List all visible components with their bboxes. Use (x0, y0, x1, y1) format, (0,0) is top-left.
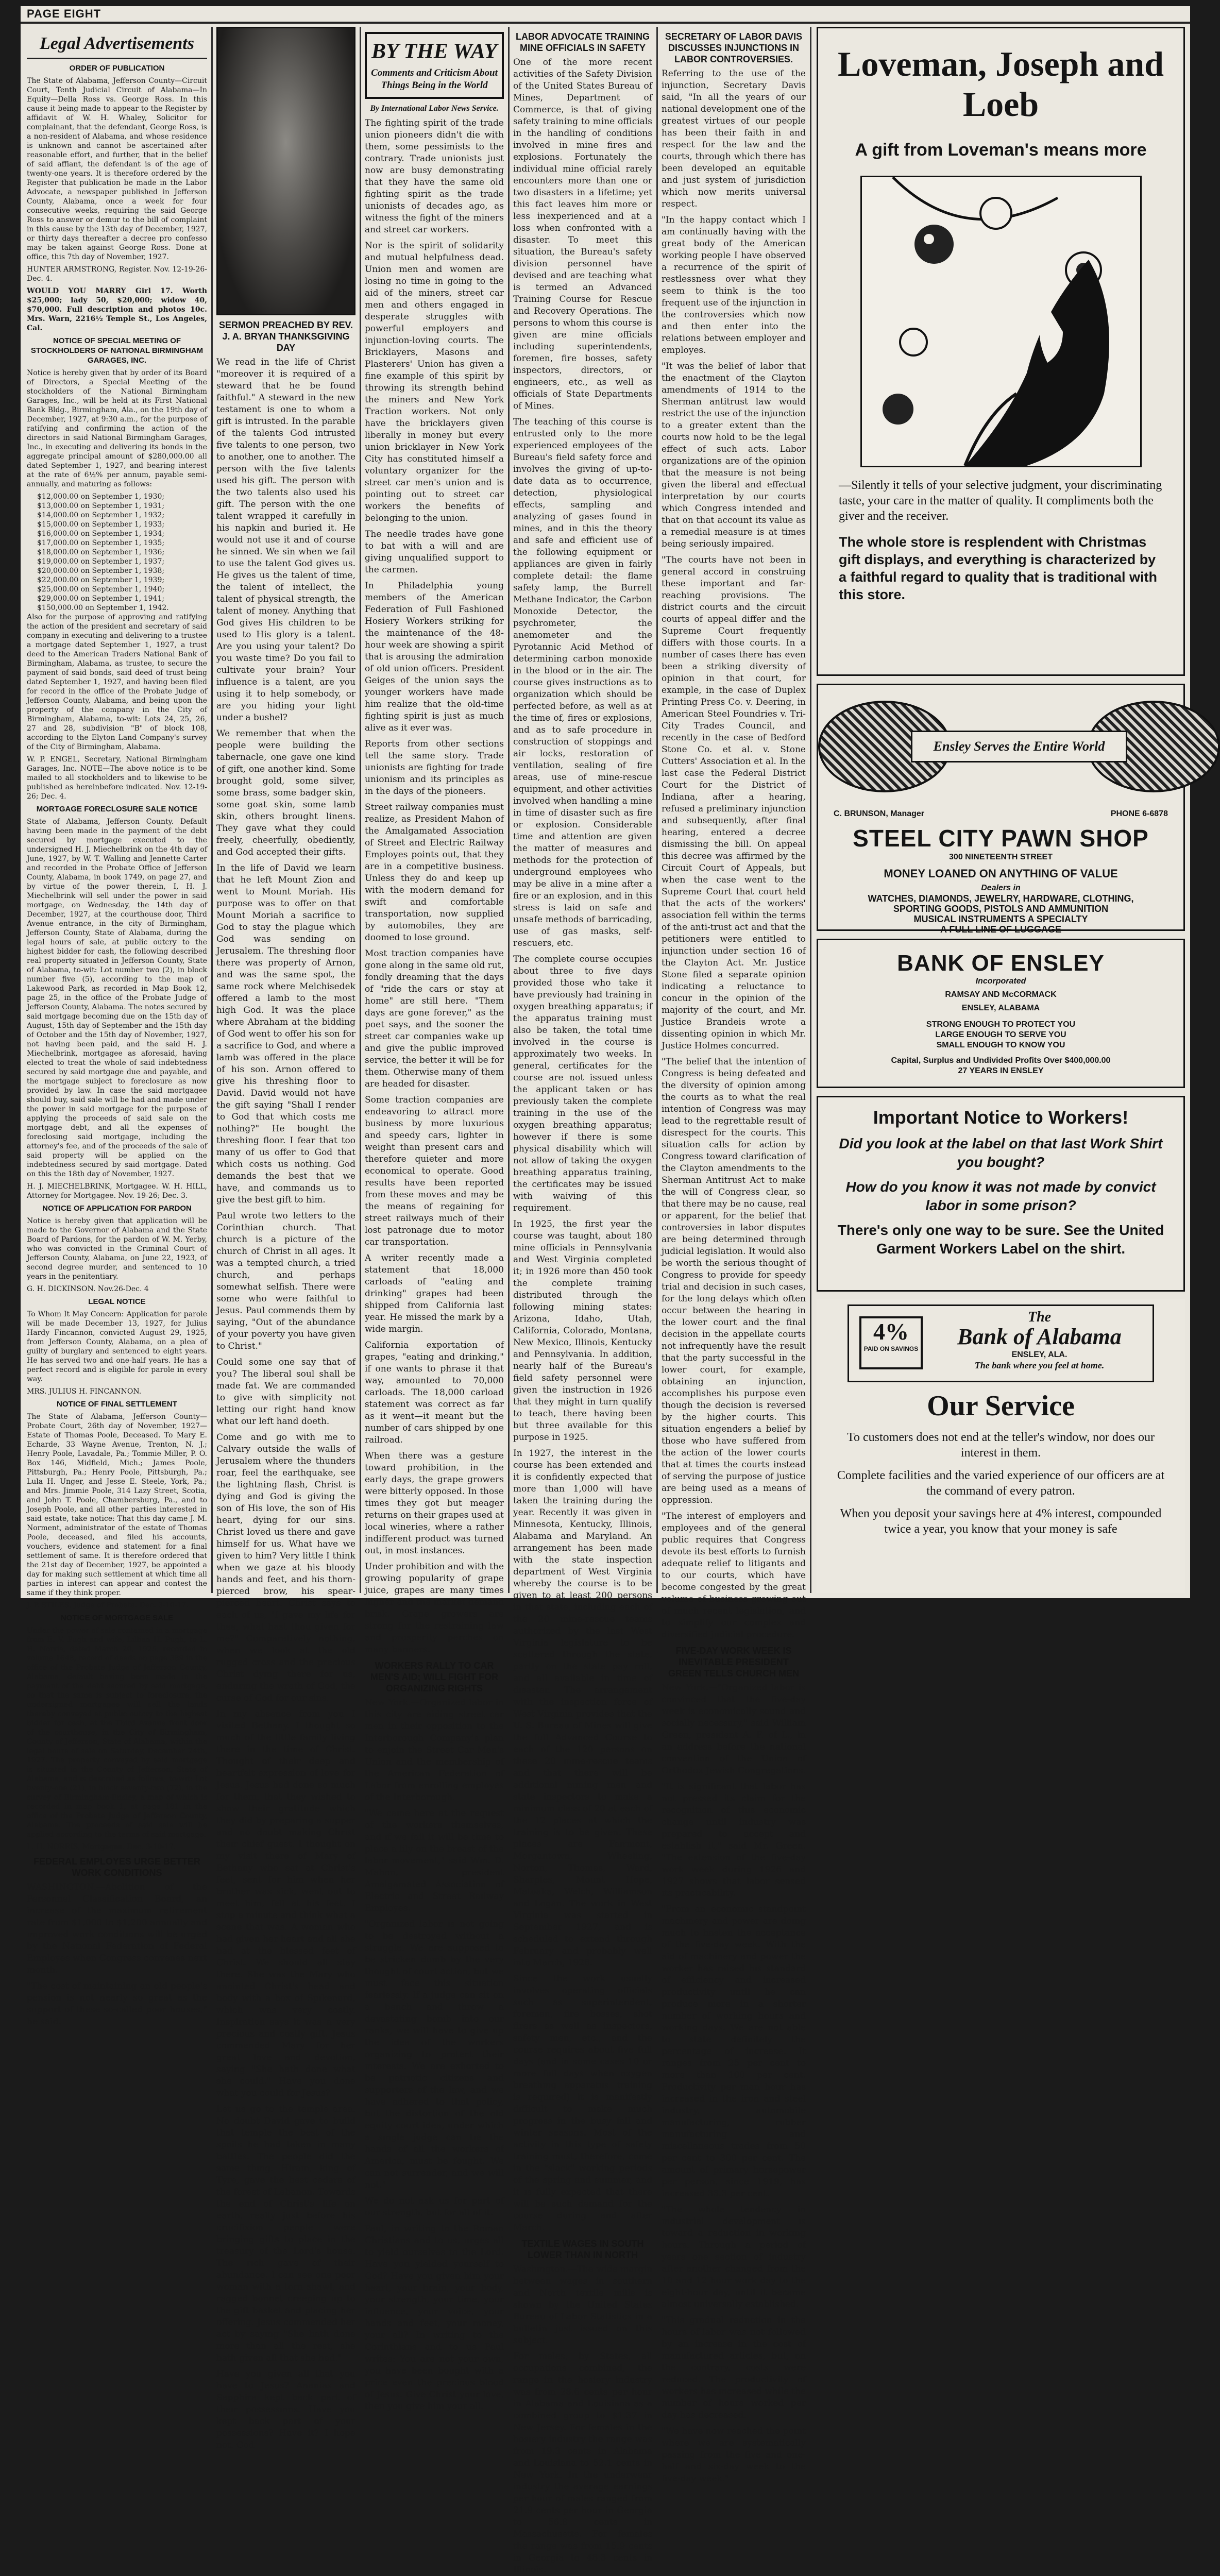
by-the-way-body (365, 117, 504, 1656)
maturity-line: $29,000.00 on September 1, 1941; (37, 595, 165, 603)
ensley-officers: RAMSAY AND McCORMACK (945, 990, 1057, 999)
pawn-manager: C. BRUNSON, Manager (834, 809, 925, 818)
service-para-3: When you deposit your savings here at 4% interest, compounded twice a year, you know that your money is safe (840, 1507, 1162, 1536)
stockholders-signature: W. P. ENGEL, Secretary, National Birmingham Garages, Inc. NOTE—The above notice is to be mailed to all stockholders and to likewise to be published as hereinbefore indicated. Nov. 12-19-26; Dec. 4. (27, 755, 207, 801)
bank-of-ensley-ad (817, 939, 1185, 1088)
column-sermon (216, 27, 355, 2450)
paragraph: The needle trades have gone to bat with a will and are giving unqualified support to the carmen. (365, 529, 504, 575)
paragraph: Let us go to the temple area. No doubt David gave to build that temple the best of the spoils he had taken in many battles. The people did the same thing. Hiram, king of Tyre, gave the best cedars of the forest of Lebanon. Towards the end of Christ's life on earth, really just before his crucifixion people were bringing gifts to place in the treasury of the Lord's house. The rich gave of their abundance. I can see one poor woman with a torn shawl, and ragged bonnet creeping up to the gift basket and placing her offering. Jesus commended her act by saying "She hath done more than all the rest, she hath given all that she had." (216, 2104, 355, 2363)
paragraph: We do not ask us for part of our strength, but for all of it. (365, 2196, 504, 2218)
ensley-years: 27 YEARS IN ENSLEY (958, 1066, 1044, 1075)
stockholders-text: Notice is hereby given that by order of its Board of Directors, a Special Meeting of the stockholders of the National Birmingham Garages, Inc., will be held at its First National Bank Bldg., Birmingham, Ala., on the 19th day of December, 1927, at 9:30 a.m., for the purpose of ratifying and confirming the action of the directors in said National Birmingham Garages, Inc., in executing and delivering its bonds in the aggregate principal amount of $280,000.00 all dated September 1, 1927, and bearing interest at the rate of 6½% per annum, payable semi-annually, and maturing as follows: (27, 369, 207, 488)
column-mine-safety (513, 27, 652, 2575)
interest-rate: 4% (873, 1318, 909, 1345)
pawn-goods-2: SPORTING GOODS, PISTOLS AND AMMUNITION (893, 904, 1109, 914)
paragraph: In 1927, the interest in the course has been extended and it is confidently expected that more than 1,000 will have taken the training during the year. Recently it was given in Minnesota, Kentucky, Illinois, Alabama and Maryland. An arrangement has been made with the state inspection department of West Virginia whereby the course is to be given to at least 200 persons in that state, including each of the 20 mine-rescue teams authorized by the last West Virginia legislature to be scattered through the state, partly on the state pay roll, and all available in time of disaster. The arrangement with the inspection force of West Virginia provides that the U. S. Bureau of Mines will give the full Advanced Course to each of the 120 persons on these 20 mine-rescue teams and that there will be additional mining men and state inspectors to make a minimum class of 20 at each of the 12 places at which the training is to be given. These places are Fairmont, Morgantown, Wheeling, Norton, Thomas, Ward, Sharples, Mount Hope, Matoaka, Welch, Williamson and Logan. The work in West Virginia was started in September 1927, and is scheduled to extend through February and probably well into March, 1928. (513, 1448, 652, 1968)
davis-heading: SECRETARY OF LABOR DAVIS DISCUSSES INJUNCTIONS IN LABOR CONTROVERSIES. (665, 31, 803, 64)
interest-rate-label: PAID ON SAVINGS (863, 1345, 919, 1352)
ensley-capital: Capital, Surplus and Undivided Profits Over $400,000.00 (891, 1056, 1111, 1065)
paragraph: Referring to the use of the injunction, Secretary Davis said, "In all the years of our national development one of the greatest virtues of our people has been their faith in and respect for the law and the courts, through which there has been developed an equitable and just system of jurisdiction which now merits universal respect. (662, 69, 806, 209)
davis-body (662, 68, 806, 1641)
paragraph: "The whole tendency in industrial development is toward a reduction in working hours. Through a period of years one section of industry after another changed from the 10 and 12 hour work day to the eight-hour day, until it became almost universally established. (662, 2205, 806, 2310)
order-text: The State of Alabama, Jefferson County—Circuit Court, Tenth Judicial Circuit of Alabama—In Equity—Della Ross vs. George Ross. In this cause it being made to appear to the Register by affidavit of W. H. Whaley, Solicitor for complainant, that the defendant, George Ross, is a non-resident of Alabama, and whose residence is unknown and cannot be ascertained after reasonable effort, and further, that in the belief of said affiant, the defendant is of the age of twenty-one years. It is therefore ordered by the Register that publication be made in the Labor Advocate, a newspaper published in Jefferson County, Alabama, once a week for four consecutive weeks, requiring the said George Ross to answer or demur to the bill of complaint in this cause by the 13th day of December, 1927, or thirty days thereafter a decree pro confesso may be taken against George Ross. Done at office, this 7th day of November, 1927. (27, 77, 207, 261)
paragraph: Nor is the spirit of solidarity and mutual helpfulness dead. Union men and women are losing no time in going to the aid of the miners, street car men and others engaged in desperate struggles with powerful employers and injunction-loving courts. The Bricklayers, Masons and Plasterers' Union has given a fine example of this spirit by throwing its strength behind the miners and New York Traction workers. Not only have the bricklayers given liberally in money but every union bricklayer in New York City has constituted himself a voluntary organizer for the street car men's union and is pointing out to street car workers the benefits of belonging to the union. (365, 241, 504, 523)
federal-employes-text-2: "The cost of maintaining an old people's pension is not nearly so great as the support of these so-called poor houses," he said. (27, 1981, 207, 2027)
legal-notice-heading: LEGAL NOTICE (88, 1297, 146, 1306)
paragraph: Come and go with me to Calvary outside the walls of Jerusalem where the thunders roar, feel the earthquake, see the lightning flash, Christ is dying and God is giving the son of His love, the son of His heart, dying for our sins. Christ loved us there and gave himself for us. What have we given to him? Very little I think when we gaze at his bloody hands and feet, and his thorn-pierced brow, his spear-pierced heart. Christ says to each of us, "I gave my life for thee, what hast thou given for me?" Comparatively nothing, when we look at the old rugged cross and the precious Christ dying there for us, enduring the wrath of God, the curse of God for our sins. (216, 1432, 355, 1703)
by-the-way-subtitle: Comments and Criticism About Things Being in the World (371, 67, 498, 91)
loveman-body: —Silently it tells of your selective judgment, your discriminating taste, your care in the matter of quality. It compliments both the giver and the receiver. (839, 479, 1162, 523)
paragraph: Paul, in writing to the Roman Christians and to us, urges all to yield ourselves to the Lord. Have you yielded yourself to God? Have you given him your heart, your brain, your body, your strength, your time, your influence, your voice, your hands and feet, your money, your all? In writing to the Corinthians and to us Paul writes: You are not your own, you have been bought with a price even the precious blood of Jesus. Give Christ your love, then you give him your all. (365, 2224, 504, 2412)
paragraph: California exportation of grapes, "eating and drinking," if one wants to phrase it that way, amounted to 70,000 carloads. The 18,000 carload statement was correct as far as it went—it meant but the number of cars shipped by one railroad. (365, 1340, 504, 1445)
order-heading: ORDER OF PUBLICATION (69, 64, 165, 73)
notice-title: Important Notice to Workers! (873, 1107, 1129, 1128)
pawn-dealers: Dealers in (981, 884, 1021, 892)
paragraph: One of the more recent activities of the Safety Division of the United States Bureau of Mines, Department of Commerce, is that of giving safety training to mine officials in the handling of conditions involved in mine fires and explosions. Fortunately the individual mine official rarely encounters more than one or two disasters in a lifetime; yet this fact leaves him more or less inexperienced and at a loss when confronted with a disaster. To meet this situation, the Bureau's safety division personnel have devised and are teaching what is termed an Advanced Training Course for Rescue and Recovery Operations. The persons to whom this course is given are mine officials including superintendents, foremen, fire bosses, safety inspectors, directors, or engineers, etc., as well as officials of State Departments of Mines. (513, 57, 652, 411)
paragraph: Some traction companies are endeavoring to attract more business by more luxurious and speedy cars, lighter in weight than present cars and therefore quieter and more economical to operate. Good results have been reported from these moves and may be the means of regaining for street railways much of their lost patronage due to motor car transportation. (365, 1095, 504, 1247)
final-settlement-heading: NOTICE OF FINAL SETTLEMENT (57, 1400, 177, 1409)
maturity-line: $19,000.00 on September 1, 1937; (37, 557, 165, 566)
legal-notice-signature: MRS. JULIUS H. FINCANNON. (27, 1387, 142, 1396)
mortgage-sale-heading: NOTICE OF MORTGAGE SALE (60, 1614, 174, 1622)
interest-rate-badge (859, 1316, 923, 1369)
alabama-the: The (1027, 1309, 1052, 1325)
paragraph: The fighting spirit of the trade union pioneers didn't die with them, some pessimists to the contrary. Trade unionists just now are busy demonstrating that they have the same old fighting spirit as the trade unionists of decades ago, as witness the fight of the miners and street car workers. (365, 118, 504, 235)
ensley-bank-name: BANK OF ENSLEY (897, 951, 1105, 976)
paragraph: Street railway companies must realize, as President Mahon of the Amalgamated Association of Street and Electric Railway Employes points out, that they are in a competitive business. Unless they do and keep up with the modern demand for swift and comfortable transportation, now supplied by automobiles, they are doomed to lose ground. (365, 802, 504, 943)
paragraph: Under prohibition and with the growing popularity of grape juice, grapes are many times higher and the market demand brisk. Grape growers are strong for the restraining law and prosperity perches on many banners. (365, 1562, 504, 1655)
by-the-way-box (365, 32, 504, 99)
ensley-line-1: STRONG ENOUGH TO PROTECT YOU (926, 1020, 1076, 1029)
paragraph: "The belief that the intention of Congress is being defeated and the diversity of opinion among the courts as to what the real intention of Congress was may lead to the regrettable result of disrespect for the courts. This situation calls for action by Congress toward clarification of the Clayton amendments to the Sherman Antitrust Act to make the will of Congress clear, so that there may be no cause, real or apparent, for the belief that controversies in labor disputes are being determined through judicial legislation. It would also be worth the serious thought of Congress to provide for speedy trial and decision in such cases, for the long delays which often occur between the hearing in the lower court and the final decision in the appellate courts not infrequently have the result that the party successful in the lower court, for example, obtaining an injunction, accomplishes his purpose even though the decision is reversed by the higher courts. This situation engenders a belief by those who have suffered from the action of the lower courts that at times the courts instead of serving the purpose of justice are being used as a means of oppression. (662, 1057, 806, 1505)
pawn-goods-4: A FULL LINE OF LUGGAGE (940, 924, 1061, 935)
loveman-body-2: The whole store is resplendent with Christmas gift displays, and everything is characterized by a faithful regard to quality that is traditional with this store. (839, 534, 1158, 602)
paragraph: The complete course occupies about three to five days provided those who take it have previously had training in oxygen breathing apparatus; if the apparatus training must also be taken, the total time involved in the course is approximately two weeks. In general, certificates for the course are not issued unless the applicant taken or has previously taken the complete training in the use of the oxygen breathing apparatus; however if there is some physical disability which will not allow of taking the oxygen breathing apparatus training, the certificates may be issued with waiving of this requirement. (513, 954, 652, 1213)
federal-employes-text: WASHINGTON.—Abolition of the Personnel Classification Board, an increase of the maximum retirement rate from $1,000 to $1,200 annually and improved work conditions will be urged by the National Federation of Federal Employes when Congress convenes next month. (27, 1882, 207, 1975)
paragraph: We read in the life of Christ "moreover it is required of a steward that he be found faithful." A steward in the new testament is one to whom a gift is intrusted. In the parable of the talents God intrusted five talents to one person, two to another, one to another. The person with the five talents used his gift. The person with the two talents also used his gift. The person with the one talent wrapped it carefully in his napkin and buried it. He would not use it and of course he sinned. We sin when we fail to use the talent God gives us. He gives us the talent of time, the talent of intellect, the talent of physical strength, the talent of money. Anything that God gives His children to be used to His glory is a talent. Are you using your talent? Do you waste time? Do you fail to cultivate your brain? Your influence is a talent, are you using it to help somebody, or are you hiding your light under a bushel? (216, 357, 355, 723)
legal-notice-text: To Whom It May Concern: Application for parole will be made December 13, 1927, for Julius Hardy Fincannon, convicted August 29, 1925, from Jefferson County, Alabama, on a plea of guilty of burglary and sentenced to eight years. He has served two and one-half years. He has a perfect record and is eligible for parole in every way. (27, 1310, 207, 1383)
maturity-line: $18,000.00 on September 1, 1936; (37, 548, 165, 556)
pawn-name: STEEL CITY PAWN SHOP (853, 825, 1149, 852)
maturity-line: $150,000.00 on September 1, 1942. (37, 604, 169, 612)
column-rule (810, 27, 811, 1593)
mortgage-sale-text: Under the power of sale contained in a mortgage from E. V. Pugh and wife, Lillian H. Pugh, to L. H. Norris, dated March 20, 1925, recorded in volume 1648, record of deeds on page 389 in the office of the Probate Judge of Jefferson County, Alabama, default having been made in the payment of the debt secured by said mortgage, so that the same is subject to foreclosure, the undersigned mortgagee will sell the lands thereby conveyed at public outcry to the highest bidder for cash, at the Third Avenue front door of the courthouse, in the City of Birmingham, County of Jefferson, State of Alabama, within the legal hours of sale on Saturday, December 24th, 1927. The property conveyed by said mortgage is situated in the County of Jefferson, State of Alabama, and is described as follows, to-wit: Lot twenty-one (21), in block seventy-two (72), in the survey of Birmingham-Ensley, a map of which is recorded in map book 1, at page 181 in the office of the Probate Judge of Jefferson County, Alabama. The proceeds of said sale will be applied according to the terms of said mortgage. (27, 1626, 207, 1839)
pawn-motto: Ensley Serves the Entire World (911, 731, 1127, 762)
pawn-balls-emblem (818, 701, 1220, 788)
alabama-bank-name: Bank of Alabama (957, 1324, 1122, 1349)
ensley-incorporated: Incorporated (975, 977, 1026, 986)
pardon-text: Notice is hereby given that application will be made to the Governor of Alabama and the State Board of Pardons, for the pardon of W. M. Yerby, who was convicted in the Criminal Court of Jefferson County, Alabama, on June 22, 1923, of second degree murder, and sentenced to 10 years in the penitentiary. (27, 1217, 207, 1281)
rally-heading: WORKERS RALLY TO CAR MEN'S AID; WILL FIGHT FOR ORGANIZING RIGHTS (370, 1660, 499, 1693)
paragraph: New York.—Organized labor in this city are aiding street car men in their opposition to the Interborough Company's plan to enjoin the Street Car Men's Union and the membership of the American Federation of Labor from enrolling employes of the Interborough. (365, 1698, 504, 1803)
maturity-line: $14,000.00 on September 1, 1932; (37, 511, 165, 519)
loveman-ad (817, 27, 1185, 676)
bank-of-alabama-ad (817, 1299, 1185, 1593)
paragraph: In 1925, the first year the course was taught, about 180 mine officials in Pennsylvania and West Virginia completed it; in 1926 more than 450 took the complete training distributed through the following mining states: Arizona, Idaho, Utah, California, Colorado, Montana, New Mexico, Illinois, Kentucky and Pennsylvania. In addition, nearly half of the Bureau's field safety personnel were given the instruction in 1926 that they might in turn qualify to teach, there having been but three available for this purpose in 1925. (513, 1219, 652, 1443)
column-legal (27, 27, 207, 2027)
five-day-body (662, 1682, 806, 2485)
paragraph: "Organized labor is not going to be destroyed without a struggle. We are supposed to be stricken dumb by the very thought of court action, but we must face this situation fearlessly. If a judge can sit on a bench and throw a devastating bomb into our ranks, we will have to give up the idea of the workers organizing to protect their interests. We are exhorted to be patriotic citizens and supporters of the law, and we have adhered to that policy, but the distortion of the old equity court idea, under which a single judge can tie the hands of all the workers of America, must be fought. We can not surrender, and we will not." (365, 1919, 504, 2190)
mortgage-foreclosure-signature: H. J. MIECHELBRINK, Mortgagee. W. H. HILL, Attorney for Mortgagee. Nov. 19-26; Dec. 3. (27, 1182, 207, 1200)
maturity-line: $20,000.00 on September 1, 1938; (37, 567, 165, 575)
maturity-line: $15,000.00 on September 1, 1933; (37, 520, 165, 529)
column-by-the-way (365, 27, 504, 2412)
mortgage-foreclosure-text: State of Alabama, Jefferson County. Default having been made in the payment of the debt secured by mortgage executed to the undersigned H. J. Miechelbrink on the 4th day of June, 1927, by W. T. Walling and Jennette Carter and recorded in the Probate Office of Jefferson County, Alabama, in book 1749, on page 27, and by virtue of the power therein, I, H. J. Miechelbrink will sell under the power in said mortgage, on Wednesday, the 14th day of December, 1927, at the courthouse door, Third Avenue entrance, in the city of Birmingham, Jefferson County, State of Alabama, during the legal hours of sale, at public outcry to the highest bidder for cash, the following described real property situated in Jefferson County, State of Alabama, to-wit: Lot number two (2), in block number five (5), according to the map of Lakewood Park, as recorded in Map Book 12, page 25, in the office of the Probate Judge of Jefferson County, Alabama. The notes secured by said mortgage becoming due on the 15th day of August, 15th day of September and the 15th day of October and the 15th day of November, 1927, not having been paid, and the said H. J. Miechelbrink, mortgagee as aforesaid, having elected to treat the whole of said indebtedness secured by said mortgage due and payable, and the mortgage subject to foreclosure as now provided by law. In case the said mortgagee should buy, said sale will be had and made under the power in said mortgage for the purpose of applying the proceeds of said sale on the mortgage debt, and all the expenses of foreclosing said mortgage, including the attorney's fee, and of the proceeds of the sale of said property will be applied on the indebtedness secured by said mortgage. Dated on this the 18th day of November, 1927. (27, 818, 207, 1178)
final-settlement-text: The State of Alabama, Jefferson County—Probate Court, 26th day of November, 1927—Estate of Thomas Poole, Deceased. To Mary E. Echarde, 33 Wayne Avenue, Trenton, N. J.; Henry Poole, Lavadale, Pa.; Tommie Miller, P. O. Box 146, Midfield, Mich.; James Poole, Pittsburgh, Pa.; Henry Poole, Pittsburgh, Pa.; Lula H. Unger, and Jesse E. Steele, York, Pa.; and Mrs. Jimmie Poole, 314 Lazy Street, Scotia, and John T. Poole, Chambersburg, Pa., and to Joseph Poole, and all other parties interested in said estate, take notice: That this day came J. M. Norment, administrator of the estate of Thomas Poole, deceased, and filed his accounts, vouchers, evidence and statement for a final settlement of same. It is therefore ordered that the 21st day of December, 1927, be appointed a day for making such settlement at which time all parties in interest can appear and contest the same if they think proper. (27, 1413, 207, 1597)
maturity-list (37, 492, 207, 613)
paragraph: "The courts have not been in general accord in construing these important and far-reaching provisions. The district courts and the circuit courts of appeal differ and the Supreme Court frequently differs with those courts. In a number of cases there has even been a striking diversity of opinion in that court, for example, in the case of Duplex Printing Press Co. v. Deering, in American Steel Foundries v. Tri-City Trades Council, and recently in the case of Bedford Stone Co. et al. v. Stone Cutters' Association et al. In the last case the Federal District Court for the District of Indiana, after a hearing, refused a preliminary injunction and subsequently, after final hearing, entered a decree dismissing the bill. On appeal this decree was affirmed by the Circuit Court of Appeals, but when the case went to the Supreme Court that court held that the acts of the workers' association fell within the terms of the anti-trust act and that the petitioners were entitled to injunction under section 16 of the Clayton Act. Mr. Justice Stone filed a separate opinion indicating a reluctance to concur in the opinion of the majority of the court, and Mr. Justice Brandeis wrote a dissenting opinion in which Mr. Justice Holmes concurred. (662, 555, 806, 1051)
notice-line-1: Did you look at the label on that last Work Shirt you bought? (839, 1136, 1163, 1170)
paragraph: "It is significant that labor has not pressed its claim for the recognition of this economic change until industry was prepared to accept and establish it," said Mr. Green. "The extension of the five-day work week during 1926 and 1927 shows that labor sensed its practicability. (662, 1782, 806, 1899)
column-rule (656, 27, 658, 1593)
five-day-heading: FIVE-DAY WORK WEEK IS INEVITABLE PRESIDENT GREEN TELLS CHURCH MEN (668, 1646, 799, 1679)
reverend-portrait-photo (216, 27, 355, 315)
column-rule (360, 27, 361, 1593)
ensley-line-2: LARGE ENOUGH TO SERVE YOU (935, 1030, 1066, 1039)
paragraph: Since the work usually involves operating officials such as superintendent, foremen, fire bosses, shot firers as well as inspectors, safety men, etc., and the course requires about five full days (and in some cases 10 or more full days when oxygen breathing apparatus training is required) it is manifestly difficult to make much progress in the busy fall and winter seasons. Most of the activity in this type of safety training must, therefore, come in the "slack" working periods of the spring and summer, and it is fully expected that there will be such demand for the course during and after March. (513, 1974, 652, 2233)
alabama-banner (848, 1304, 1154, 1382)
paragraph: Paul wrote two letters to the Corinthian church. That church is a picture of the church of Christ in all ages. It was a tempted church, a tried church, and perhaps somewhat selfish. There were some who were faithful to Jesus. Paul commends them by saying, "Out of the abundance of your poverty you have given to Christ." (216, 1211, 355, 1351)
paragraph: In Philadelphia young members of the American Federation of Full Fashioned Hosiery Workers striking for the maintenance of the 48-hour week are showing a spirit that is arousing the admiration of old union officers. President Geiges of the union says the younger workers have made him realize that the old-time fighting spirit is just as much alive as it ever was. (365, 581, 504, 733)
paragraph: In the life of David we learn that he left Mount Zion and went to Mount Moriah. His purpose was to offer on that Mount Moriah a sacrifice to God to stay the plague which God was sending on Jerusalem. The threshing floor there was property of Arnon, and was the same spot, the same rock where Melchisedek offered a lamb to the most high God. It was the place where Abraham at the bidding of God went to offer his son for a sacrifice to God, and where a lamb was offered in the place of his son. Arnon offered to give his threshing floor to David. David would not have the gift saying "Shall I render to God that which costs me nothing?" He bought the threshing floor. I fear that too many of us offer to God that which costs us nothing. God demands the best that we have, and commands us to give the best gift to him. (216, 863, 355, 1205)
maturity-line: $13,000.00 on September 1, 1931; (37, 502, 165, 510)
notice-line-3: There's only one way to be sure. See the United Garment Workers Label on the shirt. (837, 1222, 1164, 1257)
column-rule (508, 27, 510, 1593)
paragraph: For males, by States, all occupations combined, the range in the hosiery industry was from 28.6 cents per hour in Alabama and Louisiana as a combined group to $1.37 in New Jersey. For females in the hosiery industry the range was from 19.3 cents in Alabama and Louisiana to 52.1 cents in New York. In the underwear industry the average earnings per hour of males ranged from 21.9 cents per hour in Georgia to 56.8 cents in Massachusetts. For females the range was from 15.9 cents in Georgia to 48.3 cents in Illinois. (513, 2351, 652, 2575)
woman-with-ornaments-illustration (862, 177, 1140, 466)
loveman-tagline: A gift from Loveman's means more (855, 140, 1147, 160)
paragraph: Could some one say that of you? The liberal soul shall be made fat. We are commanded to give with simplicity not letting our right hand know what our left hand doeth. (216, 1357, 355, 1427)
pardon-signature: G. H. DICKINSON. Nov.26-Dec. 4 (27, 1285, 149, 1293)
pawn-money: MONEY LOANED ON ANYTHING OF VALUE (884, 867, 1118, 880)
paragraph: Washington.—The wide margin between wages in southern and North textile mills is shown by the United States Bureau of Labor Statistics in a bulletin just issued on this subject. (513, 2264, 652, 2346)
paragraph: In my absence from you I visited Bethany. I thought so much of the little family living there in the time of Christ. Thought of their deep and heartfelt expression of love for Jesus. Jesus had done so much for them, that they wished to show their gratitude which they did by preparing a supper and no doubt making Christ their chief guest. I thought on my visit there of Mary of Bethany who sat at Christ's feet, sent for him when her brother was sick, went out to meet him, fell at his feet. I stop a minute and think what a scene that was. A woman who had given her heart and all she had at the blessed feet of Christ. We should all stay there. She was the Mary who anointed Christ's head and body with a box of Spikenard, which was very costly. Inspiration says it was a very precious and costly gift. Jesus commended Mary for her great love and devotion, saying "She hath done what she could." Have you done what you could for Jesus? (216, 1709, 355, 2098)
column-rule (211, 27, 213, 1593)
textile-heading: TEXTILE WAGES IN SOUTH LOWER THAN IN NORTH (521, 2239, 644, 2260)
christmas-illustration (860, 176, 1142, 467)
paragraph: "We have now reached the point where we are systematically passing from the five and one-half and six-day week to the five-day week." (662, 2426, 806, 2484)
maturity-line: $25,000.00 on September 1, 1940; (37, 585, 165, 594)
page-label: PAGE EIGHT (27, 7, 101, 20)
column-secretary-davis (662, 27, 806, 2484)
sermon-caption: SERMON PREACHED BY REV. J. A. BRYAN THANKSGIVING DAY (218, 320, 353, 353)
steel-city-pawn-ad (817, 684, 1185, 935)
our-service-title: Our Service (927, 1390, 1075, 1422)
paragraph: Reports from other sections tell the same story. Trade unionists are fighting for trade unionism and its principles as in the days of the pioneers. (365, 739, 504, 796)
maturity-line: $17,000.00 on September 1, 1935; (37, 539, 165, 547)
paragraph: "In the happy contact which I am continually having with the great body of the American working people I have observed a recurrence of the spirit of restlessness over what they seem to think is the too frequent use of the injunction in the controversies which now and then enter into the relations between employer and employes. (662, 215, 806, 355)
stockholders-heading: NOTICE OF SPECIAL MEETING OF STOCKHOLDERS OF NATIONAL BIRMINGHAM GARAGES, INC. (30, 336, 204, 365)
alabama-slogan: The bank where you feel at home. (974, 1360, 1105, 1370)
service-para-2: Complete facilities and the varied experience of our officers are at the command of every patron. (837, 1469, 1165, 1498)
federal-employes-heading: FEDERAL EMPLOYES URGE BETTER WORK CONDITIONS (33, 1856, 200, 1878)
paragraph: New York.—"Organized labor is convinced that the five-day week is economically sound and socially necessary," said William Green, president A. F. of L., in an address before the national convention of the Union of Orthodox Jewish Congregations. (662, 1683, 806, 1776)
mortgage-sale-signature: L. H. NORRIS, Mortgagee. Dec. 3-10-17. (27, 1843, 176, 1851)
mortgage-foreclosure-heading: MORTGAGE FORECLOSURE SALE NOTICE (36, 805, 198, 814)
newspaper-page (21, 6, 1190, 2575)
ensley-line-3: SMALL ENOUGH TO KNOW YOU (936, 1041, 1065, 1049)
paragraph: Have you given all that you have to Jesus? Ananias and Sapphira kept back part of their possessions. Have you kept back part of your possessions? Have it? I hope not. God (216, 2369, 355, 2450)
paragraph: "This gradual reduction in the hours of labor was not followed by an increase in the cost of manufactured articles, but, on the contrary, costs were reduced. The productivity of workers has increased while the number of hours worked per day has decreased. (662, 2315, 806, 2420)
pawn-goods-1: WATCHES, DIAMONDS, JEWELRY, HARDWARE, CLOTHING, (868, 893, 1134, 904)
notice-line-2: How do you know it was not made by convict labor in some prison? (845, 1179, 1156, 1213)
divider (27, 58, 207, 59)
maturity-line: $16,000.00 on September 1, 1934; (37, 530, 165, 538)
paragraph: A writer recently made a statement that 18,000 carloads of "eating and drinking" grapes had been shipped from California last year. He missed the mark by a wide margin. (365, 1253, 504, 1334)
order-signature: HUNTER ARMSTRONG, Register. Nov. 12-19-26-Dec. 4. (27, 265, 207, 283)
paragraph: We remember that when the people were building the tabernacle, one gave one kind of gift, one another kind. Some brought gold, some silver, some brass, some badger skin, some goat skin, some lamb skin, others brought linens. They gave what they could freely, cheerfully, obediently, and God accepted their gifts. (216, 728, 355, 857)
maturity-line: $22,000.00 on September 1, 1939; (37, 576, 165, 584)
rally-body (365, 1697, 504, 2413)
service-para-1: To customers does not end at the teller's window, nor does our interest in them. (847, 1431, 1155, 1460)
maturity-line: $12,000.00 on September 1, 1930; (37, 493, 165, 501)
loveman-name: Loveman, Joseph and Loeb (838, 44, 1164, 124)
paragraph: "The interest of employers and employees and of the general public requires that Congress devote its best efforts to furnish adequate relief to litigants and to our courts, which have become congested by the great volume of business growing out of much recent legislation, and to simplify our complex and diversified judicial procedure. (662, 1511, 806, 1640)
important-notice-ad (817, 1096, 1185, 1292)
mine-safety-heading: LABOR ADVOCATE TRAINING MINE OFFICIALS IN SAFETY (516, 31, 650, 53)
paragraph: "It was the belief of labor that the enactment of the Clayton amendments of 1914 to the Sherman antitrust law would restrict the use of the injunction to a greater extent than the courts now hold to be the legal effect of such acts. Labor organizations are of the opinion that the measure is not being given the liberal and effectual interpretation by our courts which Congress intended and that on that account its value as a remedial measure is at times being seriously impaired. (662, 361, 806, 549)
legal-ads-title: Legal Advertisements (40, 34, 194, 53)
by-the-way-title: BY THE WAY (371, 40, 498, 63)
ensley-city: ENSLEY, ALABAMA (961, 1004, 1040, 1012)
final-settlement-signature: J. P. STILES, Judge of Probate. Dec. 3-10-17. (27, 1601, 189, 1609)
byline: By International Labor News Service. (370, 104, 499, 113)
mine-safety-body (513, 57, 652, 2234)
marry-ad: WOULD YOU MARRY Girl 17. Worth $25,000; lady 50, $20,000; widow 40, $70,000. Full description and photos 10c. Mrs. Warn, 2216½ Temple St., Los Angeles, Cal. (27, 287, 207, 332)
sermon-body (216, 357, 355, 2451)
pardon-heading: NOTICE OF APPLICATION FOR PARDON (42, 1204, 192, 1213)
alabama-city: ENSLEY, ALA. (1011, 1350, 1068, 1359)
paragraph: The teaching of this course is entrusted only to the more experienced employees of the Bureau's field safety force and involves the giving of up-to-date data as to occurrence, detection, physiological effects, sampling and analyzing of gases found in mines, and in this the theory and safe and efficient use of the following equipment or appliances are given in fairly complete detail: the flame safety lamp, the Burrell Methane Indicator, the Carbon Monoxide Detector, the psychrometer, the anemometer and the Pyrotannic Acid Method of determining carbon monoxide in the blood or in the air. The course gives instructions as to organization which should be perfected before, as well as at the time of, fires or explosions, and as to safe procedure in construction of stoppings and air locks, restoration of ventilation, sealing of fire areas, use of mine-rescue equipment, and other activities involved when handling a mine in time of disaster such as fire or explosion. Considerable time and attention are given the matter of measures and methods for the protection of underground employees who may be alive in a mine after a fire or an explosion, and in this stress is laid on safe and unsafe methods of barricading, use of gas masks, self-rescuers, etc. (513, 417, 652, 948)
stockholders-text-2: Also for the purpose of approving and ratifying the action of the president and secretary of said company in executing and delivering to a trustee a mortgage dated September 1, 1927, a trust deed to the American Traders National Bank of Birmingham, Alabama, as trustee, to secure the payment of said bonds, said deed of trust being dated September 1, 1927, and having been filed for record in the office of the Probate Judge of Jefferson County, Alabama, and being upon the property of the company in the City of Birmingham, Alabama, to-wit: Lots 24, 25, 26, 27 and 28, subdivision "B" of block 108, according to the Elyton Land Company's survey of the City of Birmingham, Alabama. (27, 613, 207, 751)
textile-body (513, 2264, 652, 2576)
pawn-phone: PHONE 6-6878 (1110, 809, 1168, 818)
pawn-goods-3: MUSICAL INSTRUMENTS A SPECIALTY (913, 914, 1088, 924)
paragraph: When there was a gesture toward prohibition, in the early days, the grape growers were bitterly opposed. In those times they got but meager returns on their grapes used at local wineries, where a rather indifferent product was turned out, in most instances. (365, 1451, 504, 1556)
paragraph: "From an economic standpoint machinery and power are doing much to hasten the acceptance of the five-day week. With the aid of machinery and power the worker has raised his standard of efficiency and increased productivity until he can produce more in a shorter number of working hours and working days. We are not able to state definitely the percentage of increase. It ranges from 25 per cent to more than 100 per cent. Productivity per man hour has increased in the iron and steel industry, automobile manufacturing, rubber manufacturing and miscellaneous trades from 50 per cent to 300 per cent. The amount of primary horsepower per person, since 1919, has increased 33.3 per cent. (662, 1904, 806, 2199)
masthead-rule (21, 22, 1190, 24)
paragraph: "We came here at the request of the workers themselves, and if we fail it will be time to place a lily on the breast of the labor movement," said Wm. D. Mahon, president Amalgamated Association of Electric and Street Railway Employes. (365, 1808, 504, 1913)
pawn-address: 300 NINETEENTH STREET (949, 853, 1053, 861)
paragraph: Most traction companies have gone along in the same old rut, fondly dreaming that the days of "ride the cars or stay at home" are still here. "Them days are gone forever," as the poet says, and the sooner the street car companies wake up and give the public improved service, the better it will be for them. Otherwise many of them are headed for disaster. (365, 948, 504, 1089)
